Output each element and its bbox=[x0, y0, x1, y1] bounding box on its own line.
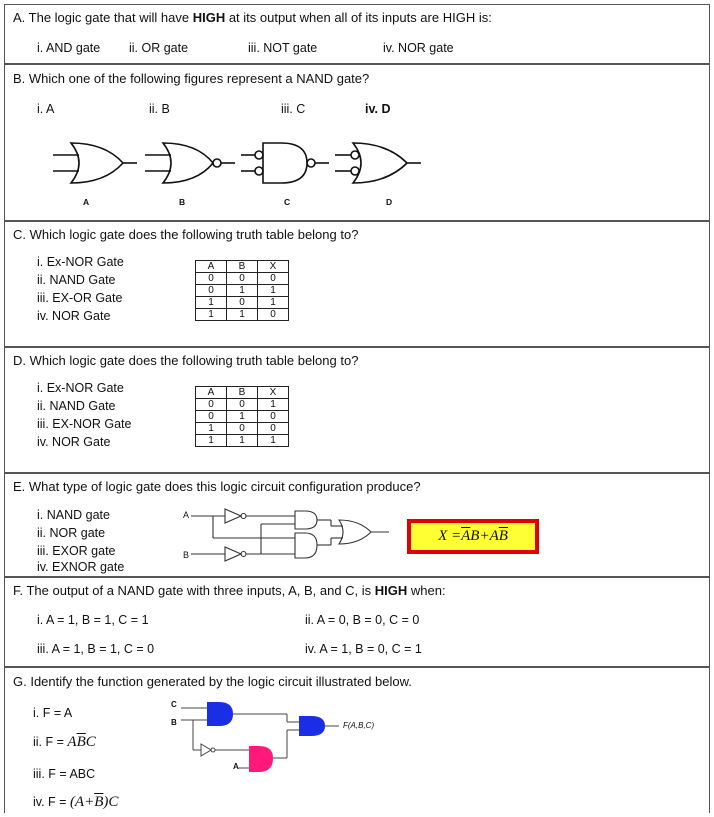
option-d-1[interactable]: i. Ex-NOR Gate bbox=[37, 381, 124, 395]
option-g-3[interactable]: iii. F = ABC bbox=[33, 767, 96, 781]
option-e-2[interactable]: ii. NOR gate bbox=[37, 526, 106, 540]
gate-label-b: B bbox=[179, 197, 186, 207]
table-row: 1 1 0 bbox=[196, 309, 289, 321]
option-c-4[interactable]: iv. NOR Gate bbox=[37, 309, 111, 323]
question-a-text: A. The logic gate that will have HIGH at its output when all of its inputs are HIGH is: bbox=[13, 10, 492, 25]
option-b-3[interactable]: iii. C bbox=[281, 102, 306, 116]
question-f-text: F. The output of a NAND gate with three inputs, A, B, and C, is HIGH when: bbox=[13, 583, 446, 598]
question-b-text: B. Which one of the following figures represent a NAND gate? bbox=[13, 71, 370, 86]
option-g-2[interactable]: ii. $F = A\overline{B}C$ bbox=[33, 734, 96, 750]
question-c-text: C. Which logic gate does the following truth table belong to? bbox=[13, 227, 359, 242]
gate-label-d: D bbox=[386, 197, 393, 207]
option-f-4[interactable]: iv. A = 1, B = 0, C = 1 bbox=[305, 642, 422, 656]
question-b bbox=[4, 64, 710, 221]
table-row: 0 0 0 bbox=[196, 273, 289, 285]
and-gate-blue-1 bbox=[207, 702, 233, 726]
gate-d-figure bbox=[335, 143, 421, 183]
circuit-g bbox=[177, 696, 347, 778]
option-f-2[interactable]: ii. A = 0, B = 0, C = 0 bbox=[305, 613, 420, 627]
equation: X = $\overline{A}$ B + A $\overline{B}$ bbox=[411, 523, 535, 550]
option-e-3[interactable]: iii. EXOR gate bbox=[37, 544, 116, 558]
option-a-4[interactable]: iv. NOR gate bbox=[383, 41, 454, 55]
option-b-2[interactable]: ii. B bbox=[149, 102, 170, 116]
circuit-label-a: A bbox=[233, 762, 239, 771]
table-row: 1 1 1 bbox=[196, 435, 289, 447]
question-d-text: D. Which logic gate does the following truth table belong to? bbox=[13, 353, 359, 368]
option-d-4[interactable]: iv. NOR Gate bbox=[37, 435, 111, 449]
option-g-4[interactable]: iv. $F = (A+\overline{B})C$ bbox=[33, 794, 119, 810]
table-row: 0 1 0 bbox=[196, 411, 289, 423]
option-f-1[interactable]: i. A = 1, B = 1, C = 1 bbox=[37, 613, 149, 627]
circuit-label-b: B bbox=[171, 718, 177, 727]
option-b-1[interactable]: i. A bbox=[37, 102, 55, 116]
truth-table-d bbox=[195, 386, 289, 447]
table-row: 1 0 1 bbox=[196, 297, 289, 309]
question-e-text: E. What type of logic gate does this logic circuit configuration produce? bbox=[13, 479, 421, 494]
table-row: 0 1 1 bbox=[196, 285, 289, 297]
and-gate-pink bbox=[249, 746, 273, 772]
truth-table-c bbox=[195, 260, 289, 321]
gate-label-a: A bbox=[83, 197, 90, 207]
gate-label-c: C bbox=[284, 197, 291, 207]
question-g bbox=[4, 667, 710, 813]
option-c-3[interactable]: iii. EX-OR Gate bbox=[37, 291, 123, 305]
option-d-3[interactable]: iii. EX-NOR Gate bbox=[37, 417, 132, 431]
option-e-4[interactable]: iv. EXNOR gate bbox=[37, 560, 125, 574]
question-c bbox=[4, 221, 710, 347]
option-b-4[interactable]: iv. D bbox=[365, 102, 391, 116]
option-g-1[interactable]: i. F = A bbox=[33, 706, 73, 720]
question-a bbox=[4, 4, 710, 64]
option-c-2[interactable]: ii. NAND Gate bbox=[37, 273, 116, 287]
equation-box bbox=[407, 519, 539, 554]
and-gate-blue-2 bbox=[299, 716, 325, 736]
option-a-1[interactable]: i. AND gate bbox=[37, 41, 101, 55]
circuit-label-c: C bbox=[171, 700, 177, 709]
table-header-row: A B X bbox=[196, 387, 289, 399]
question-f bbox=[4, 577, 710, 667]
output-label: F(A,B,C) bbox=[343, 721, 375, 730]
table-row: 1 0 0 bbox=[196, 423, 289, 435]
option-a-3[interactable]: iii. NOT gate bbox=[248, 41, 318, 55]
option-f-3[interactable]: iii. A = 1, B = 1, C = 0 bbox=[37, 642, 155, 656]
gate-figures bbox=[45, 137, 465, 197]
question-d bbox=[4, 347, 710, 473]
option-a-2[interactable]: ii. OR gate bbox=[129, 41, 189, 55]
gate-a-figure bbox=[53, 143, 137, 183]
gate-c-figure bbox=[241, 143, 329, 183]
option-c-1[interactable]: i. Ex-NOR Gate bbox=[37, 255, 124, 269]
table-header-row: A B X bbox=[196, 261, 289, 273]
input-label-b: B bbox=[183, 550, 190, 560]
circuit-e bbox=[191, 500, 391, 564]
gate-b-figure bbox=[145, 143, 235, 183]
question-e bbox=[4, 473, 710, 577]
input-label-a: A bbox=[183, 510, 190, 520]
table-row: 0 0 1 bbox=[196, 399, 289, 411]
option-e-1[interactable]: i. NAND gate bbox=[37, 508, 110, 522]
question-g-text: G. Identify the function generated by the logic circuit illustrated below. bbox=[13, 674, 412, 689]
option-d-2[interactable]: ii. NAND Gate bbox=[37, 399, 116, 413]
